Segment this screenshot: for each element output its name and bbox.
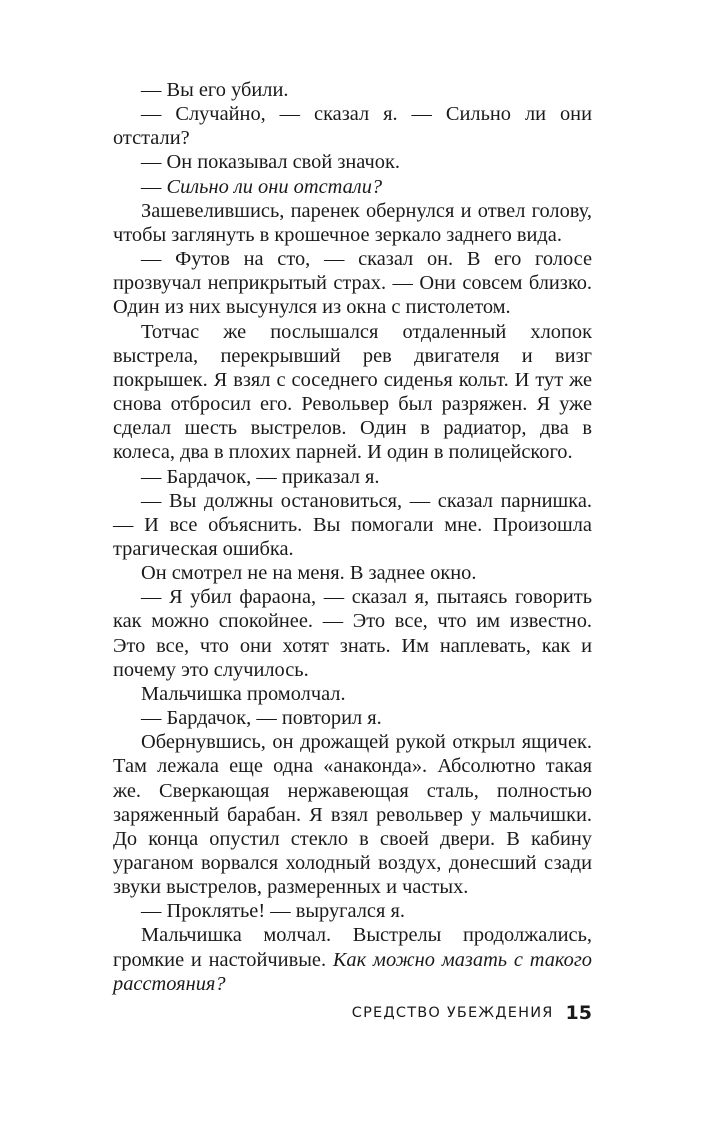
paragraph: — Вы его убили. (141, 79, 289, 101)
paragraph: — Вы должны остановиться, — сказал парнишка. — И все объяснить. Вы помогали мне. Произошла трагическая ошибка. (113, 489, 592, 560)
paragraph: — Он показывал свой значок. (141, 151, 400, 174)
page-footer (300, 998, 592, 1028)
paragraph: Мальчишка промолчал. (141, 682, 346, 705)
paragraph: — Бардачок, — повторил я. (141, 707, 382, 730)
paragraph: — Случайно, — сказал я. — Сильно ли они отстали? (113, 103, 592, 150)
italic-text: Сильно ли они отстали? (166, 175, 383, 198)
paragraph: Обернувшись, он дрожащей рукой открыл ящичек. Там лежала еще одна «анаконда». Абсолютно такая же. Сверкающая нержавеющая сталь, полностью заряженный барабан. Я взял револьвер у мальчишки. До конца опустил стекло в своей двери. В кабину ураганом ворвался холодный воздух, донесший сзади звуки выстрелов, размеренных и частых. (113, 731, 592, 899)
paragraph: — Футов на сто, — сказал он. В его голосе прозвучал неприкрытый страх. — Они совсем близко. Один из них высунулся из окна с пистолетом. (113, 248, 592, 319)
paragraph: — Сильно ли они отстали? (141, 175, 383, 198)
paragraph: Зашевелившись, паренек обернулся и отвел голову, чтобы заглянуть в крошечное зеркало заднего вида. (113, 199, 592, 246)
italic-text: Как можно мазать с такого расстояния? (113, 948, 592, 995)
page-number: 15 (565, 1002, 592, 1024)
paragraph: Тотчас же послышался отдаленный хлопок выстрела, перекрывший рев двигателя и визг покрышек. Я взял с соседнего сиденья кольт. И тут же снова отбросил его. Револьвер был разряжен. Я уже сделал шесть выстрелов. Один в радиатор, два в колеса, два в плохих парней. И один в полицейского. (113, 320, 592, 464)
body-text (113, 78, 592, 996)
paragraph: Мальчишка молчал. Выстрелы продолжались, громкие и настойчивые. Как можно мазать с такого расстояния? (113, 924, 592, 995)
paragraph: — Проклятье! — выругался я. (141, 900, 405, 923)
paragraph: — Я убил фараона, — сказал я, пытаясь говорить как можно спокойнее. — Это все, что им известно. Это все, что они хотят знать. Им наплевать, как и почему это случилось. (113, 586, 592, 681)
paragraph: — Бардачок, — приказал я. (141, 465, 380, 488)
paragraph: Он смотрел не на меня. В заднее окно. (141, 562, 477, 585)
running-title: СРЕДСТВО УБЕЖДЕНИЯ (351, 1005, 554, 1021)
